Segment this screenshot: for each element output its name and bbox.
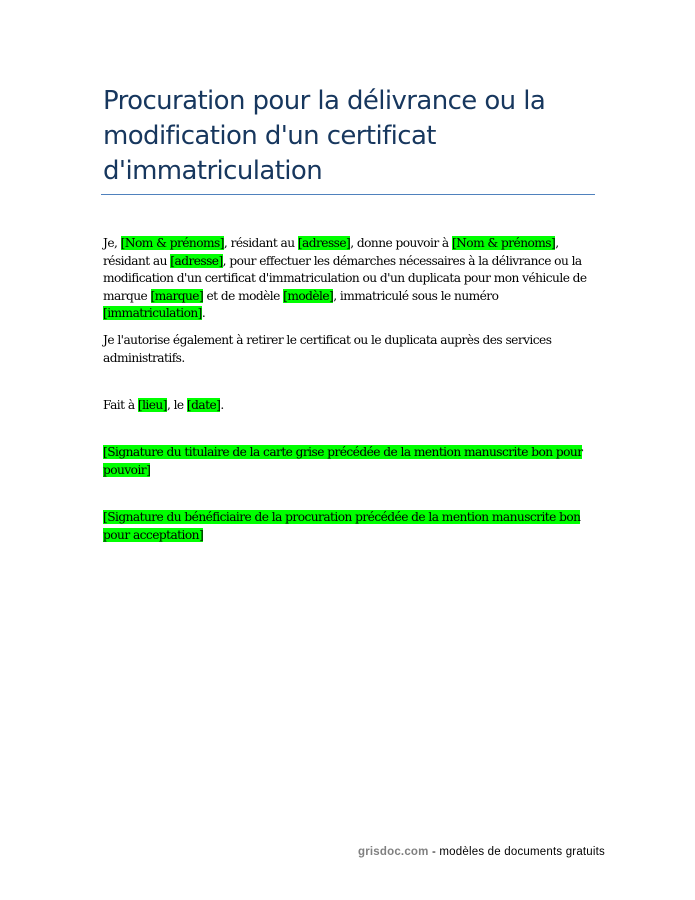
field-model[interactable]: [modèle] — [283, 288, 334, 303]
text: , pour effectuer les démarches nécessaires à la délivrance ou la modification d'un certificat d'immatriculation ou d'un duplicata pour mon véhicule de marque — [103, 253, 587, 303]
text: , le — [166, 398, 187, 412]
field-brand[interactable]: [marque] — [150, 288, 204, 303]
page-footer — [358, 846, 605, 858]
field-place[interactable]: [lieu] — [137, 398, 167, 412]
field-date[interactable]: [date] — [186, 398, 221, 412]
paragraph-signature-beneficiary — [103, 509, 598, 544]
field-registration[interactable]: [immatriculation] — [103, 306, 202, 320]
text: Fait à — [103, 398, 138, 412]
title-divider — [101, 194, 595, 195]
text: , résidant au — [103, 236, 559, 268]
footer-tagline: - modèles de documents gratuits — [428, 846, 606, 858]
text: . — [201, 306, 206, 320]
field-grantor-name[interactable]: [Nom & prénoms] — [120, 236, 224, 250]
text: , résidant au — [223, 236, 298, 250]
paragraph-signature-holder — [103, 444, 598, 479]
field-grantor-address[interactable]: [adresse] — [297, 236, 351, 250]
text: Je, — [103, 236, 121, 250]
field-grantee-address[interactable]: [adresse] — [170, 253, 223, 268]
text: et de modèle — [203, 288, 284, 303]
text: , immatriculé sous le numéro — [333, 288, 499, 303]
field-signature-holder[interactable]: [Signature du titulaire de la carte grise précédée de la mention manuscrite bon pour pouvoir] — [103, 445, 583, 477]
paragraph-authorization: Je l'autorise également à retirer le certificat ou le duplicata auprès des services administratifs. — [103, 333, 552, 365]
field-grantee-name[interactable]: [Nom & prénoms] — [451, 236, 556, 250]
field-signature-beneficiary[interactable]: [Signature du bénéficiaire de la procuration précédée de la mention manuscrite bon pour acceptation] — [103, 510, 581, 542]
paragraph-place-date — [103, 397, 598, 415]
text: . — [220, 398, 224, 412]
text: , donne pouvoir à — [350, 236, 452, 250]
footer-site-link[interactable]: grisdoc.com — [358, 846, 429, 858]
paragraph-mandate — [103, 235, 598, 323]
document-title: Procuration pour la délivrance ou la modification d'un certificat d'immatriculation — [103, 86, 546, 186]
